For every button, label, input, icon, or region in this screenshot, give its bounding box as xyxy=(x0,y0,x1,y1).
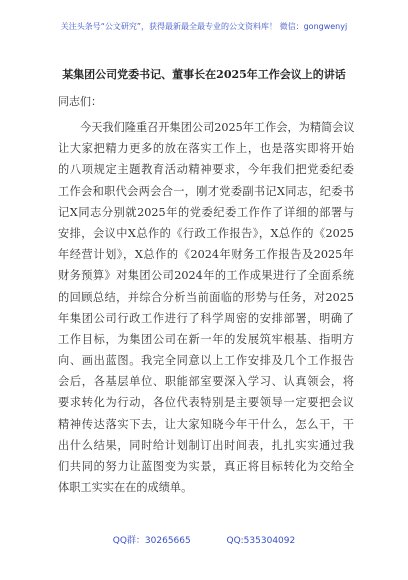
body-line: 们共同的努力让蓝图变为实景，真正将目标转化为交给全 xyxy=(58,460,354,473)
body-line: 的回顾总结，并综合分析当前面临的形势与任务，对2025 xyxy=(58,290,354,304)
body-line: 年集团公司行政工作进行了科学周密的安排部署，明确了 xyxy=(58,311,354,325)
body-line: 财务预算》对集团公司2024年的工作成果进行了全面系统 xyxy=(58,269,354,283)
body-line: 精神传达落实下去，让大家知晓今年干什么，怎么干，干 xyxy=(58,417,354,431)
body-line: 体职工实实在在的成绩单。 xyxy=(58,481,193,495)
body-line: 的八项规定主题教育活动精神要求，今年我们把党委纪委 xyxy=(58,163,354,177)
body-line: 让大家把精力更多的放在落实工作上，也是落实即将开始 xyxy=(58,142,354,156)
document-title: 某集团公司党委书记、董事长在2025年工作会议上的讲话 xyxy=(62,68,346,81)
body-line: 出什么结果，同时给计划制订出时间表，扎扎实实通过我 xyxy=(58,438,354,452)
qq-number-text: QQ:535304092 xyxy=(226,536,296,546)
body-line: 工作目标，为集团公司在新一年的发展筑牢根基、指明方 xyxy=(58,332,354,346)
body-line: 要求转化为行动，各位代表特别是主要领导一定要把会议 xyxy=(58,396,354,410)
body-line: 工作会和职代会两会合一，刚才党委副书记X同志，纪委书 xyxy=(58,184,354,198)
qq-group-text: QQ群：30265665 xyxy=(112,536,191,546)
body-line: 会后，各基层单位、职能部室要深入学习、认真领会，将 xyxy=(58,375,354,389)
speech-body xyxy=(58,117,354,498)
body-line: 记X同志分别就2025年的党委纪委工作作了详细的部署与 xyxy=(58,205,354,219)
body-line: 安排，会议中X总作的《行政工作报告》，X总作的《2025 xyxy=(58,226,354,240)
body-line: 今天我们隆重召开集团公司2025年工作会，为精简会议 xyxy=(80,121,355,134)
body-line: 年经营计划》，X总作的《2024年财务工作报告及2025年 xyxy=(58,248,354,262)
footer-contacts xyxy=(0,533,408,546)
header-banner: 关注头条号“公文研究”，获得最新最全最专业的公文资料库！ 微信：gongwenyj xyxy=(60,22,348,31)
salutation: 同志们： xyxy=(58,95,102,108)
body-line: 向、画出蓝图。我完全同意以上工作安排及几个工作报告 xyxy=(58,354,354,368)
